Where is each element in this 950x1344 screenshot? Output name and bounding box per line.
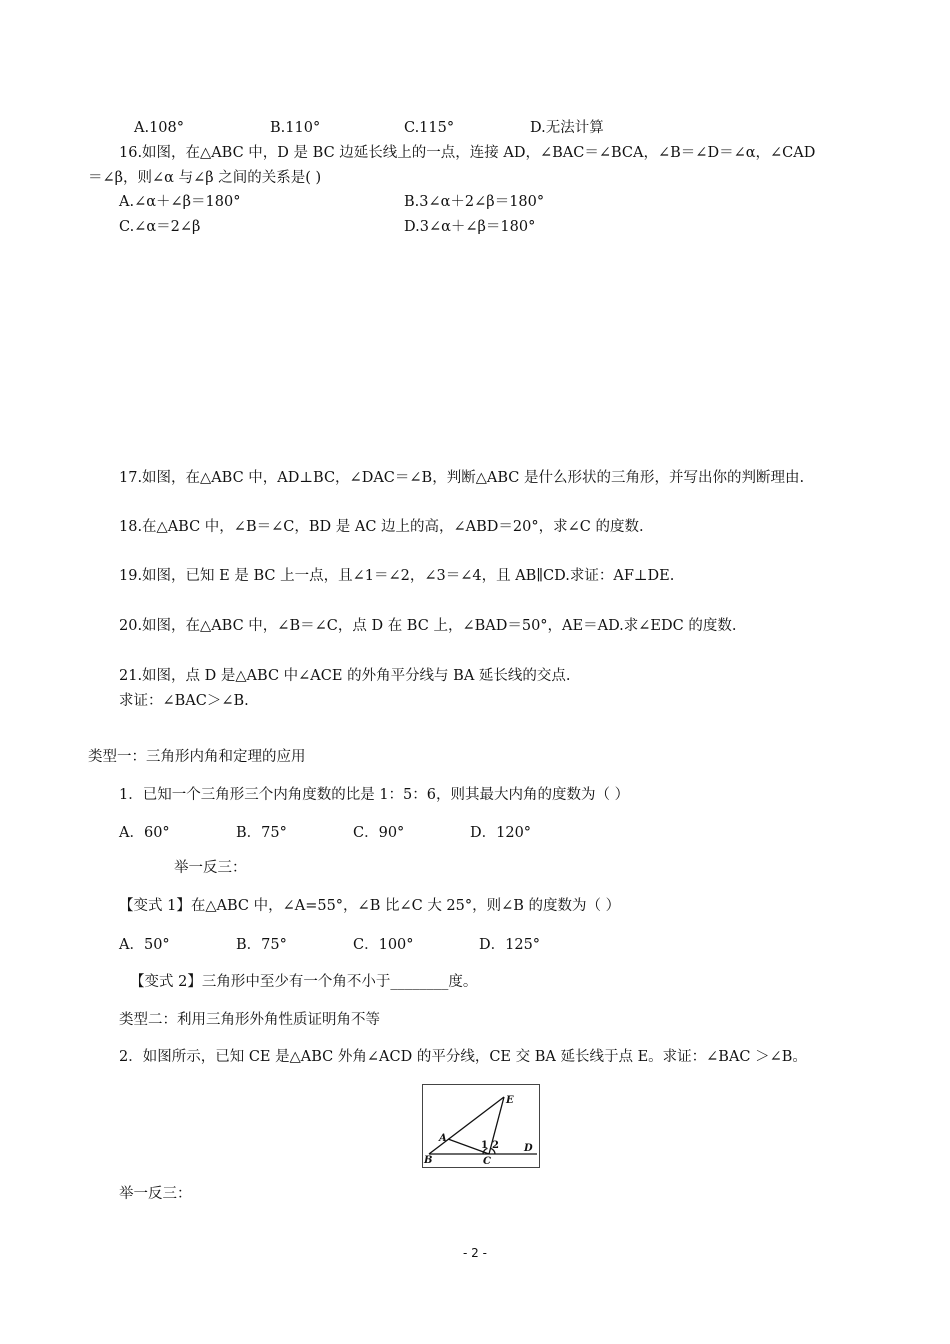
q15-option-b: B.110°	[270, 120, 321, 136]
variant1-question: 【变式 1】在△ABC 中，∠A=55°，∠B 比∠C 大 25°，则∠B 的度数为（ ）	[119, 898, 621, 914]
page-number: - 2 -	[463, 1246, 487, 1260]
q19-text: 19.如图，已知 E 是 BC 上一点，且∠1＝∠2，∠3＝∠4，且 AB∥CD.求证：AF⊥DE.	[119, 568, 675, 584]
p2-question: 2．如图所示，已知 CE 是△ABC 外角∠ACD 的平分线，CE 交 BA 延长线于点 E。求证：∠BAC ＞∠B。	[119, 1049, 807, 1065]
label-d: D	[524, 1143, 533, 1154]
q18-text: 18.在△ABC 中，∠B＝∠C，BD 是 AC 边上的高，∠ABD＝20°，求∠C 的度数.	[119, 519, 644, 535]
q21-text-line1: 21.如图，点 D 是△ABC 中∠ACE 的外角平分线与 BA 延长线的交点.	[119, 668, 571, 684]
variant1-option-c: C．100°	[353, 937, 414, 953]
label-angle-1: 1	[481, 1140, 488, 1151]
label-e: E	[506, 1095, 514, 1106]
label-angle-2: 2	[492, 1140, 499, 1151]
q15-option-c: C.115°	[404, 120, 455, 136]
geometry-diagram	[423, 1085, 539, 1167]
variant2-question: 【变式 2】三角形中至少有一个角不小于________度。	[130, 974, 478, 990]
p1-question: 1．已知一个三角形三个内角度数的比是 1：5：6，则其最大内角的度数为（ ）	[119, 787, 630, 803]
q16-option-a: A.∠α＋∠β＝180°	[119, 194, 241, 210]
q16-option-b: B.3∠α＋2∠β＝180°	[404, 194, 545, 210]
q16-option-c: C.∠α＝2∠β	[119, 219, 201, 235]
geometry-figure	[422, 1084, 540, 1168]
type1-heading: 类型一：三角形内角和定理的应用	[88, 749, 306, 765]
variant1-option-b: B．75°	[236, 937, 287, 953]
q15-option-a: A.108°	[134, 120, 185, 136]
q16-option-d: D.3∠α＋∠β＝180°	[404, 219, 536, 235]
q21-text-line2: 求证：∠BAC＞∠B.	[119, 693, 249, 709]
p1-option-d: D．120°	[470, 825, 532, 841]
variant1-option-d: D．125°	[479, 937, 541, 953]
label-b: B	[424, 1155, 433, 1166]
p1-option-a: A．60°	[119, 825, 170, 841]
label-c: C	[483, 1156, 491, 1167]
practice-heading-2: 举一反三：	[119, 1186, 192, 1202]
q16-stem-line1: 16.如图，在△ABC 中，D 是 BC 边延长线上的一点，连接 AD，∠BAC＝∠BCA，∠B＝∠D＝∠α，∠CAD	[119, 145, 816, 161]
p1-option-b: B．75°	[236, 825, 287, 841]
variant1-option-a: A．50°	[119, 937, 170, 953]
q17-text: 17.如图，在△ABC 中，AD⊥BC，∠DAC＝∠B，判断△ABC 是什么形状的三角形，并写出你的判断理由.	[119, 470, 805, 486]
label-a: A	[439, 1133, 447, 1144]
type2-heading: 类型二：利用三角形外角性质证明角不等	[119, 1012, 380, 1028]
q15-option-d: D.无法计算	[530, 120, 604, 136]
q16-stem-line2: ＝∠β，则∠α 与∠β 之间的关系是( )	[88, 170, 322, 186]
practice-heading-1: 举一反三：	[174, 860, 247, 876]
q20-text: 20.如图，在△ABC 中，∠B＝∠C，点 D 在 BC 上，∠BAD＝50°，AE＝AD.求∠EDC 的度数.	[119, 618, 737, 634]
p1-option-c: C．90°	[353, 825, 405, 841]
